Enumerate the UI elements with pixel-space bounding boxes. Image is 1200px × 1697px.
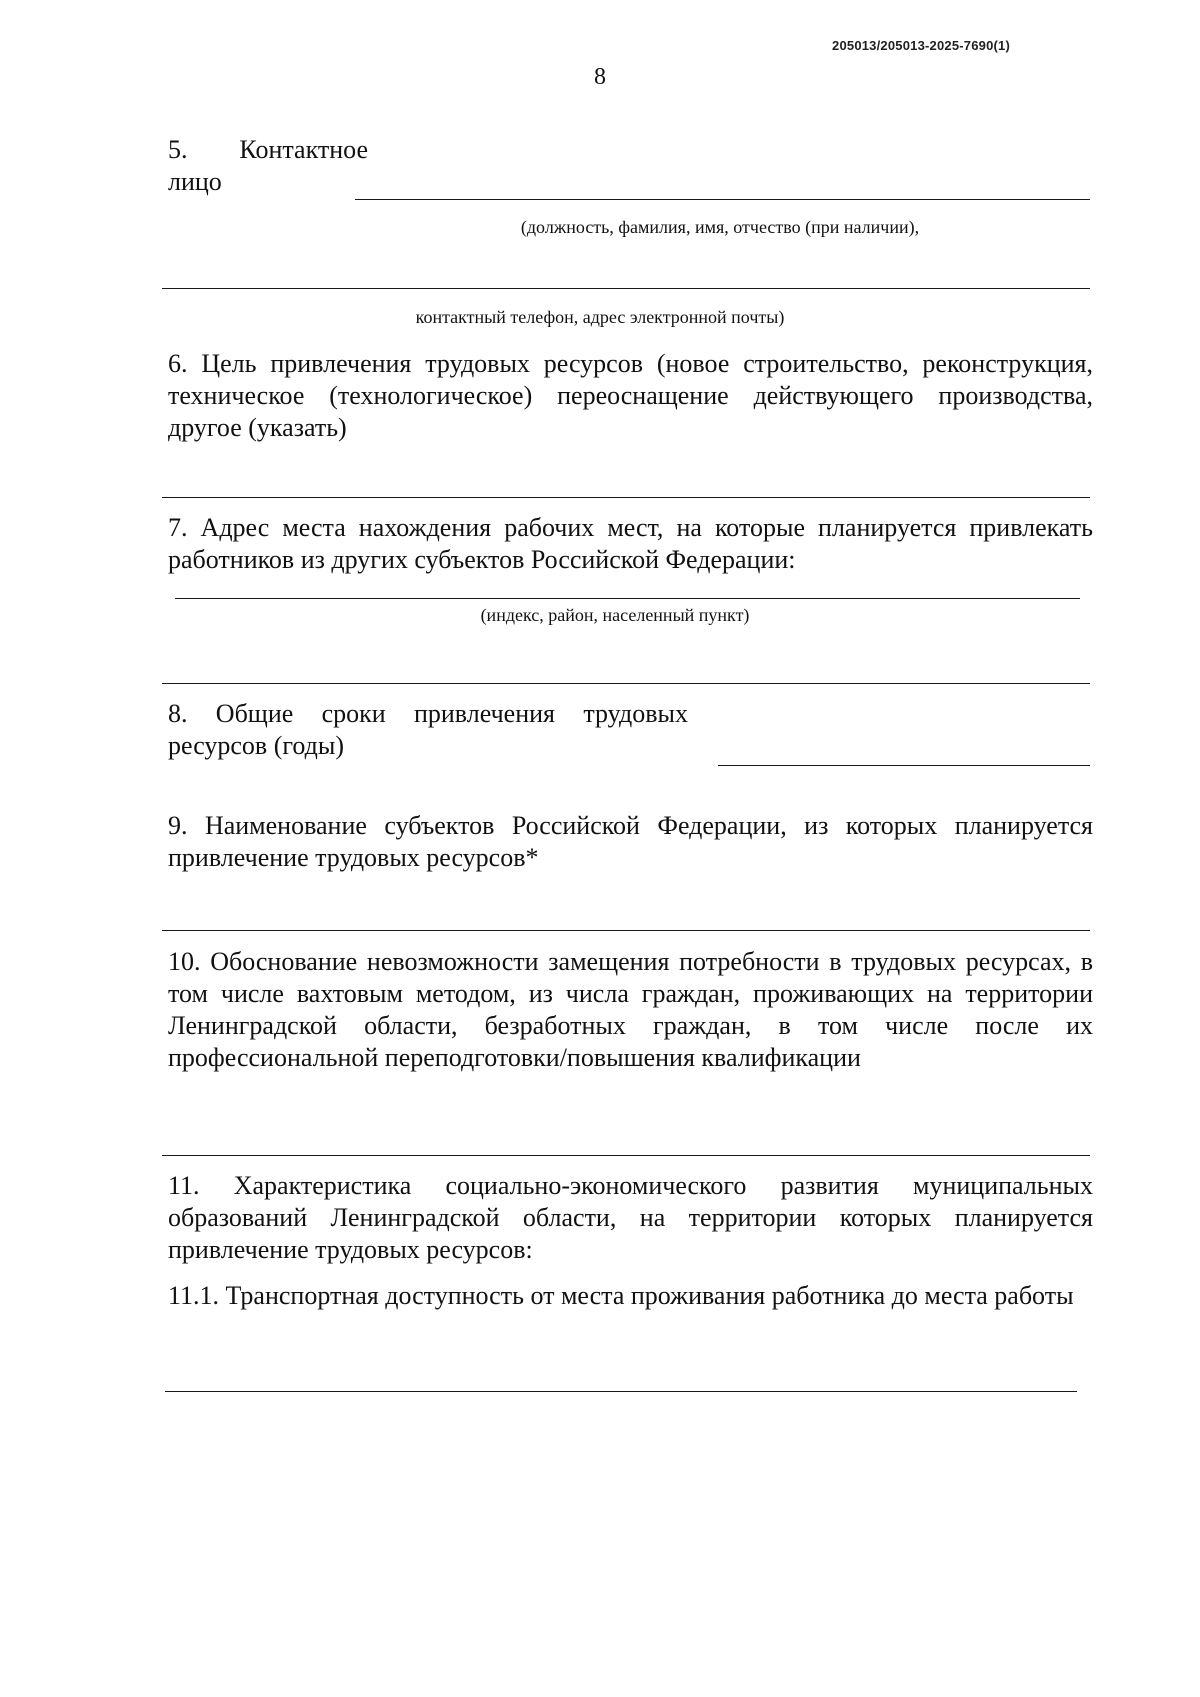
section-6-text: 6. Цель привлечения трудовых ресурсов (новое строительство, реконструкция, техническое (технологическое) переоснащение действующего производства, другое (указать) xyxy=(168,349,1093,442)
section-11-1-text: 11.1. Транспортная доступность от места проживания работника до места работы xyxy=(168,1281,1074,1310)
section-7-text: 7. Адрес места нахождения рабочих мест, на которые планируется привлекать работников из других субъектов Российской Федерации: xyxy=(168,513,1093,574)
section-5-fill-line-2 xyxy=(162,288,1090,289)
section-8-text: 8. Общие сроки привлечения трудовых ресурсов (годы) xyxy=(168,699,688,760)
section-11-1-fill-line xyxy=(165,1391,1077,1392)
section-5-label: 5. Контактное лицо xyxy=(168,135,368,196)
section-5-fill-line-1 xyxy=(355,199,1090,200)
section-7-fill-line-2 xyxy=(162,683,1090,684)
section-9-text: 9. Наименование субъектов Российской Федерации, из которых планируется привлечение трудовых ресурсов* xyxy=(168,811,1093,872)
section-7-caption: (индекс, район, населенный пункт) xyxy=(480,605,750,625)
section-10-text: 10. Обоснование невозможности замещения потребности в трудовых ресурсах, в том числе вахтовым методом, из числа граждан, проживающих на территории Ленинградской области, безработных граждан, в том числе после их профессиональной переподготовки/повышения квалификации xyxy=(168,947,1093,1072)
section-7-fill-line-1 xyxy=(175,598,1080,599)
section-6-fill-line xyxy=(162,497,1090,498)
section-5-caption-2: контактный телефон, адрес электронной почты) xyxy=(415,307,785,327)
document-id: 205013/205013-2025-7690(1) xyxy=(832,38,1010,53)
section-5-caption-1: (должность, фамилия, имя, отчество (при наличии), xyxy=(520,217,920,237)
section-8-fill-line xyxy=(718,765,1090,766)
page-number: 8 xyxy=(594,64,606,90)
section-10-fill-line xyxy=(162,1155,1090,1156)
section-11-text: 11. Характеристика социально-экономического развития муниципальных образований Ленинградской области, на территории которых планируется привлечение трудовых ресурсов: xyxy=(168,1171,1093,1264)
section-9-fill-line xyxy=(162,930,1090,931)
